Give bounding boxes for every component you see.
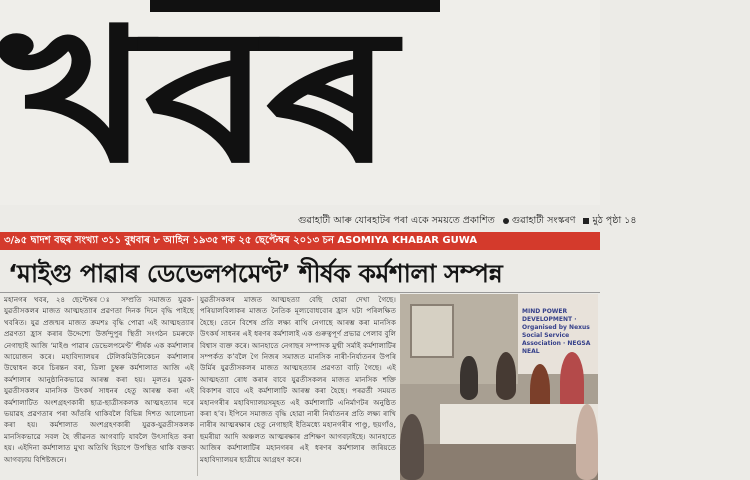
article-column-left: মহানগৰ খবৰ, ২৪ ছেপ্টেম্বৰ ঃ সম্প্ৰতি সমাজত যুৱক-যুৱতীসকলৰ মাজত আত্মহত্যাৰ প্ৰৱণতা দিনক দিনে বৃদ্ধি পাইছে খবৰিত। যুৱ প্ৰজন্মৰ মাজত ক্ৰমশঃ বৃদ্ধি পোৱা এই আত্মহত্যাৰ প্ৰৱণতা হ্ৰাস কৰাৰ উদ্দেশ্যে উৰ্জন্দুপুৰ স্থিতী সংগঠন চমৰুফে নেগাছাই আজি ‘মাইণ্ড পাৱাৰ ডেভেলপমেণ্ট’ শীৰ্ষক এক কৰ্মশালাৰ আয়োজন কৰে। মহাবিদ্যালয়ৰ টেলিকমিউনিকেচন কৰ্মশালাৰ উদ্বোধন কৰে চিৰন্তন বৰা, ডিলা চুম্বৰু কৰ্মশালাত আজি এই কৰ্মশালাৰ আনুষ্ঠানিকভাৱে আৰম্ভ কৰা হয়। মূলতঃ যুৱক-যুৱতীসকলৰ মানসিক উৎকৰ্ষ সাধনৰ হেতু আৰম্ভ কৰা এই কৰ্মশালাটিত অংশগ্ৰহণকাৰী ছাত্ৰ-ছাত্ৰীসকলক আত্মহত্যাৰ দৰে ভয়াৱহ প্ৰৱণতাৰ পৰা আঁতৰি থাকিবলৈ বিভিন্ন দিশত আলোচনা কৰা হয়। কৰ্মশালাত অংশগ্ৰহণকাৰী যুৱক-যুৱতীসকলক মানসিকভাৱে সবল হৈ জীৱনত আগবাঢ়ি যাবলৈ উৎসাহিত কৰা হয়। এইদিনা কৰ্মশালাত মুখ্য অতিথি হিচাপে উপস্থিত থাকি বক্তব্য আগবঢ়ায় বিশিষ্টজনে। bbox=[4, 295, 194, 464]
column-divider bbox=[197, 296, 198, 476]
photo-person bbox=[560, 352, 584, 412]
page-count: মুঠ পৃষ্ঠা ১৪ bbox=[592, 215, 637, 226]
issue-date-bar: ৩/৯৫ দ্বাদশ বছৰ সংখ্যা ৩১১ বুধবাৰ ৮ আহিন ১৯৩৫ শক ২৫ ছেপ্টেম্বৰ ২০১৩ চন ASOMIYA KHABAR GUWA bbox=[0, 232, 600, 250]
masthead-tagline: গুৱাহাটী আৰু যোৰহাটৰ পৰা একে সময়তে প্ৰকাশিত bbox=[298, 215, 495, 226]
square-bullet-icon bbox=[583, 218, 589, 224]
headline-rule bbox=[0, 292, 600, 293]
photo-person bbox=[496, 352, 516, 400]
newspaper-logo: খবৰ bbox=[0, 0, 389, 204]
bullet-icon bbox=[503, 218, 509, 224]
article-column-middle: যুৱতীসকলৰ মাজত আত্মহত্যা বেছি হোৱা দেখা গৈছে। পৰিয়ালবিলাকৰ মাজত নৈতিক মূল্যবোধবোৰ হ্ৰাস ঘটা পৰিলক্ষিত হৈছে। তেনে বিশেষ প্ৰতি লক্ষ্য ৰাখি নেগাছে আৰম্ভ কৰা মানসিক উৎকৰ্ষ সাধনৰ এই ধৰণৰ কৰ্মশালাই এক গুৰুত্বপূৰ্ণ প্ৰভাৱ পেলাব বুলি বিশ্বাস ব্যক্ত কৰে। আনহাতে নেগাছৰ সম্পাদক মুন্মী সৰ্মাই কৰ্মশালাটিৰ সম্পৰ্কত ক’বলৈ গৈ নিজৰ সমাজত মানসিক নাৰী-নিৰ্যাতনৰ উপৰি উৰ্মিৰ যুৱতীসকলৰ মাজত আত্মহত্যাৰ প্ৰৱণতা বাঢ়ি গৈছে। এই আত্মহত্যা ৰোধ কৰাৰ বাবে যুৱতীসকলৰ মাজত মানসিক শক্তি বিকাশৰ বাবে এই কৰ্মশালাটি আৰম্ভ কৰা হৈছে। পৰৱৰ্তী সময়ত মহানগৰীৰ মহাবিদ্যালয়সমূহত এই কৰ্মশালাটি এনিৰ্মাণটৰ অনুষ্ঠিত কৰা হ’ব। ইপিনে সমাজত বৃদ্ধি হোৱা নাৰী নিৰ্যাতনৰ প্ৰতি লক্ষ্য ৰাখি নাৰীৰ আত্মৰক্ষাৰ হেতু নেগাছাই ইতিমধ্যে মহানগৰীৰ পাণ্ডু, ছয়গাঁও, ছমৰীয়া আদি অঞ্চলত আত্মৰক্ষাৰ প্ৰশিক্ষণ আগবঢ়াইছে। আনহাতে আজিৰ কৰ্মশালাটিৰ মহানগৰৰ এই ধৰণৰ কৰ্মশালাৰ জৰিয়তে মহাবিদ্যালয়ৰ ছাত্ৰীয়ে আগ্ৰহণ কৰে। bbox=[200, 295, 396, 464]
article-headline: ‘মাইগু পাৱাৰ ডেভেলপমেণ্ট’ শীৰ্ষক কৰ্মশালা সম্পন্ন bbox=[8, 259, 503, 288]
photo-floor bbox=[400, 444, 598, 480]
photo-person bbox=[400, 414, 424, 480]
edition-label: গুৱাহাটী সংস্কৰণ bbox=[511, 215, 576, 226]
article-photo bbox=[400, 294, 598, 480]
photo-window bbox=[410, 304, 454, 358]
photo-table bbox=[440, 404, 598, 444]
photo-person bbox=[576, 404, 598, 480]
masthead bbox=[0, 0, 600, 205]
photo-event-banner-text: MIND POWER DEVELOPMENT · Organised by Nexus Social Service Association · NEGSA NEAL bbox=[522, 308, 591, 355]
masthead-tagline-row bbox=[298, 214, 637, 228]
photo-person bbox=[460, 356, 478, 400]
